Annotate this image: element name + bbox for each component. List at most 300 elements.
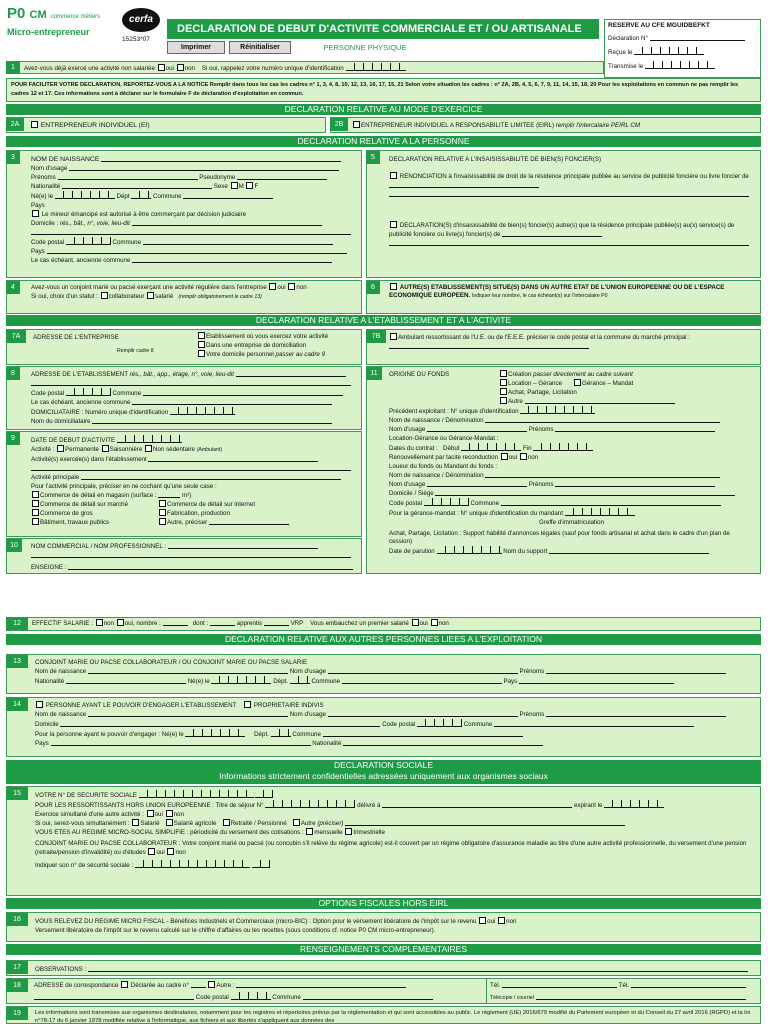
s1-non-checkbox[interactable]: [177, 64, 184, 71]
s3-pays2-field[interactable]: [47, 247, 347, 254]
s4-collab-checkbox[interactable]: [101, 292, 108, 299]
s2a-row: [30, 121, 150, 130]
s4-salarie-label: salarié: [155, 293, 174, 300]
s14-p2-label: PROPRIETAIRE INDIVIS: [253, 702, 324, 709]
band-autres: DECLARATION RELATIVE AUX AUTRES PERSONNES LIEES A L'EXPLOITATION: [6, 634, 761, 645]
s5-decl-checkbox[interactable]: [390, 221, 397, 228]
s15-delivre-label: délivré à: [357, 802, 381, 809]
section-13-num: 13: [6, 655, 28, 668]
s7a-o1-checkbox[interactable]: [198, 332, 205, 339]
s15-conj-secu-field[interactable]: [135, 860, 250, 868]
s12-vrp-label: VRP: [290, 620, 304, 627]
section-1-num: 1: [6, 61, 20, 74]
band-sociale-sub: Informations strictement confidentielles adressées uniquement aux organismes sociaux: [219, 771, 548, 781]
s12-dont-label: dont :: [192, 620, 209, 627]
s15-trimestrielle-label: trimestrielle: [353, 829, 385, 836]
s11-parution-field[interactable]: [437, 546, 502, 554]
s18-cp-label: Code postal: [195, 994, 229, 1001]
s4-non-checkbox[interactable]: [288, 283, 295, 290]
s4-question: Avez-vous un conjoint marié ou pacsé exerçant une activité régulière dans l'entreprise: [31, 284, 267, 291]
s9-exercees-label: Activité(s) exercée(s) dans l'établissement: [31, 456, 147, 463]
s2a-label: ENTREPRENEUR INDIVIDUEL (EI): [40, 122, 150, 129]
s11-o3-label: Gérance – Mandat: [582, 380, 634, 387]
s9-c4-checkbox[interactable]: [32, 518, 39, 525]
s13-prenoms-label: Prénoms: [519, 668, 545, 675]
s11-fin-field[interactable]: [533, 443, 593, 451]
s3-f-label: F: [254, 183, 259, 190]
s12-nombre-field[interactable]: [163, 619, 188, 626]
s9-c6-checkbox[interactable]: [159, 509, 166, 516]
s14-cp-field[interactable]: [417, 719, 462, 727]
s11-parution-label: Date de parution: [389, 548, 435, 555]
s11-support-field[interactable]: [549, 547, 709, 554]
s8-nomdomic-label: Nom du domiciliataire: [31, 418, 91, 425]
s10-nom-field[interactable]: [168, 542, 318, 549]
s11-loueur-label: Loueur du fonds ou Mandant du fonds :: [389, 463, 498, 470]
s1-question: Avez-vous déjà exercé une activité non salariée: [24, 65, 155, 72]
s14-usage-field[interactable]: [328, 710, 518, 717]
s12-premier-non-checkbox[interactable]: [431, 619, 438, 626]
section-19-num: 19: [6, 1007, 28, 1020]
s14-prenoms-field[interactable]: [546, 710, 726, 717]
s18-cp-field[interactable]: [231, 992, 271, 1000]
s9-c7-field[interactable]: [209, 518, 289, 525]
s15-ex-non-checkbox[interactable]: [166, 810, 173, 817]
section-4: [6, 280, 362, 314]
s19-text: Les informations sont transmises aux organismes destinataires, notamment pour les registres et répertoires prévus par la réglementation et qui sont accessibles au public. Le règlement (UE) 2016/679 modifié du Parlement européen et du Conseil du 27 avril 2016 (RGPD) et la loi n°78-17 du 6 janvier 1978 modifiée relative à l'informatique, aux fichiers et aux libertés s'appliquent aux données des: [35, 1010, 750, 1024]
cm-text: CM: [29, 9, 47, 21]
reserve-decl-field[interactable]: [650, 34, 745, 41]
s15-retraite-label: Retraité / Pensionné: [230, 820, 287, 827]
s18-declaree-checkbox[interactable]: [121, 981, 128, 988]
s7a-o3-label: Votre domicile personnel: [206, 351, 274, 358]
s10-enseigne-label: ENSEIGNE :: [31, 564, 67, 571]
s11-prec-field[interactable]: [520, 406, 595, 414]
s3-m-label: M: [238, 183, 244, 190]
s5-decl-label: DECLARATION(S) d'insaisissabilité de bien(s) foncier(s) autre(s) que la résidence principale publiée(s) au(x) service(s) de publicité foncière ou livre(s) foncier(s) de: [389, 222, 735, 238]
s15-ex-non-label: non: [173, 811, 184, 818]
s10-title: NOM COMMERCIAL / NOM PROFESSIONNEL :: [31, 543, 166, 550]
section-9-num: 9: [6, 432, 20, 445]
s6-checkbox[interactable]: [390, 283, 397, 290]
s13-nat-field[interactable]: [66, 677, 186, 684]
reserve-trans-label: Transmise le: [608, 63, 644, 70]
s13-pays-field[interactable]: [519, 677, 674, 684]
s12-vrp-field[interactable]: [264, 619, 289, 626]
s3-domicile-field2[interactable]: [31, 228, 351, 235]
s15-autre-checkbox[interactable]: [293, 819, 300, 826]
s7b-text: Ambulant ressortissant de l'U.E. ou de l'E.E.E. préciser le code postal et la commune du marché principal :: [398, 334, 690, 341]
section-10-num: 10: [6, 539, 22, 552]
s11-title: ORIGINE DU FONDS: [389, 371, 450, 378]
s9-permanente-checkbox[interactable]: [57, 445, 64, 452]
s9-nonsed-checkbox[interactable]: [145, 445, 152, 452]
s15-autre-label: Autre: [300, 820, 316, 827]
s18-row2: [34, 992, 433, 1002]
s8-cp-field[interactable]: [66, 388, 111, 396]
s14-p2-checkbox[interactable]: [244, 701, 251, 708]
s18-tel-field[interactable]: [502, 981, 617, 988]
s18-fax-label: Télécopie / courriel: [490, 995, 534, 1001]
s11-nom2-label: Nom de naissance / Dénomination: [389, 472, 484, 479]
s3-domicile-field[interactable]: [132, 219, 322, 226]
s13-commune-label: Commune: [311, 678, 341, 685]
section-5: [366, 150, 761, 278]
s14-p1-label: PERSONNE AYANT LE POUVOIR D'ENGAGER L'ETABLISSEMENT: [45, 702, 237, 709]
s15-secu-key[interactable]: [255, 790, 273, 798]
s12-non-label: non: [103, 620, 114, 627]
s14-nom-label: Nom de naissance: [35, 711, 87, 718]
s15-conj-non-checkbox[interactable]: [167, 848, 174, 855]
s5-renonciation-label: RENONCIATION à l'insaisissabilité de droit de la résidence principale publiée au service de publicité foncière ou livre foncier de: [399, 173, 749, 180]
s9-c3-checkbox[interactable]: [32, 509, 39, 516]
s3-mineur-label: Le mineur émancipé est autorisé à être commerçant par décision judiciaire: [41, 211, 247, 218]
reserve-recu-field[interactable]: [634, 47, 704, 55]
s15-indiquer-label: Indiquer son n° de sécurité sociale :: [35, 862, 134, 869]
s3-mineur-checkbox[interactable]: [32, 210, 39, 217]
section-17-num: 17: [6, 961, 28, 974]
band-sociale-title: DECLARATION SOCIALE: [333, 760, 434, 770]
s11-o5-field[interactable]: [525, 397, 675, 404]
s14-dept-field[interactable]: [271, 729, 291, 737]
s11-greffe-label: Greffe d'immatriculation: [539, 519, 605, 526]
s11-cp-label: Code postal: [389, 500, 423, 507]
s7a-options: [197, 332, 328, 359]
s14-cp-label: Code postal: [382, 721, 416, 728]
s2b-checkbox[interactable]: [353, 121, 360, 128]
s3-nat-label: Nationalité: [31, 183, 61, 190]
s18-autre-field[interactable]: [236, 981, 406, 988]
s11-nom-label: Nom de naissance / Dénomination: [389, 417, 484, 424]
s3-ne-field[interactable]: [55, 191, 115, 199]
s7b-checkbox[interactable]: [390, 333, 397, 340]
s14-prenoms-label: Prénoms: [519, 711, 545, 718]
s16-oui-checkbox[interactable]: [479, 917, 486, 924]
s16-non-label: non: [506, 918, 517, 925]
s14-nat-field[interactable]: [343, 739, 543, 746]
s14-p1-checkbox[interactable]: [36, 701, 43, 708]
s17-text: OBSERVATIONS :: [35, 966, 87, 973]
s15-agricole-checkbox[interactable]: [166, 819, 173, 826]
s5-decl-field2[interactable]: [389, 239, 749, 246]
s18-declaree-field[interactable]: [191, 981, 206, 988]
section-16: [6, 912, 761, 942]
s3-m-checkbox[interactable]: [231, 182, 238, 189]
s15-mensuelle-checkbox[interactable]: [306, 828, 313, 835]
s8-commune-field[interactable]: [143, 389, 343, 396]
s15-salarie-checkbox[interactable]: [132, 819, 139, 826]
s18-row1: [34, 981, 406, 990]
s14-nom-field[interactable]: [88, 710, 288, 717]
s11-commune-field[interactable]: [501, 499, 721, 506]
s17-field[interactable]: [88, 965, 748, 972]
s9-m2-label: m²): [182, 492, 192, 499]
s8-commune-label: Commune: [112, 390, 142, 397]
s7a-remplir-text: Remplir cadre 8: [117, 348, 154, 354]
s14-pays-field[interactable]: [51, 739, 311, 746]
s13-ne-field[interactable]: [211, 676, 271, 684]
s3-pseudo-label: Pseudonyme: [199, 174, 236, 181]
print-button[interactable]: Imprimer: [167, 41, 225, 54]
s13-nom-label: Nom de naissance: [35, 668, 87, 675]
s11-o3-checkbox[interactable]: [574, 379, 581, 386]
s18-commune-field[interactable]: [303, 993, 433, 1000]
s15-expire-label: expirant le: [573, 802, 603, 809]
s1-oui-checkbox[interactable]: [158, 64, 165, 71]
s18-declaree-label: Déclarée au cadre n°: [130, 982, 189, 989]
s15-trimestrielle-checkbox[interactable]: [345, 828, 352, 835]
s11-support-label: Nom du support: [503, 548, 548, 555]
s3-nat-field[interactable]: [62, 182, 212, 189]
s8-ancienne-field[interactable]: [132, 398, 332, 405]
s11-o4-checkbox[interactable]: [500, 388, 507, 395]
s3-prenoms-label: Prénoms: [31, 174, 56, 181]
s9-c5-checkbox[interactable]: [159, 500, 166, 507]
s11-debut-field[interactable]: [461, 443, 521, 451]
s3-f-checkbox[interactable]: [246, 182, 253, 189]
s12-premier-oui-label: oui: [419, 620, 428, 627]
s8-hint: rés., bât., app., étage, n°, voie, lieu-dit: [129, 371, 234, 378]
reserve-recu-label: Reçue le: [608, 49, 633, 56]
section-6-num: 6: [366, 281, 380, 294]
s18-tel2-field[interactable]: [631, 981, 746, 988]
reserve-box: [604, 19, 761, 78]
s12-premier-non-label: non: [438, 620, 449, 627]
s5-decl-field[interactable]: [502, 230, 602, 237]
section-4-num: 4: [6, 281, 20, 294]
s15-hors-label: POUR LES RESSORTISSANTS HORS UNION EUROPEENNE : Titre de séjour N°: [35, 802, 264, 809]
section-6: [366, 280, 761, 314]
s6-hint: Indiquer leur nombre, le cas échéant(s) sur l'intercalaire P0: [471, 293, 608, 299]
s18-tel-row: [490, 981, 746, 990]
s12-apprentis-label: apprentis: [236, 620, 263, 627]
s3-ancienne-field[interactable]: [132, 256, 332, 263]
notice-box: [6, 78, 761, 102]
section-15: [6, 786, 761, 896]
s9-principale-field[interactable]: [81, 473, 341, 480]
s9-c1-checkbox[interactable]: [32, 491, 39, 498]
s15-conj-secu-key[interactable]: [252, 860, 270, 868]
s8-domic-field[interactable]: [170, 407, 235, 415]
section-16-num: 16: [6, 913, 28, 926]
s13-dept-field[interactable]: [290, 676, 310, 684]
reserve-trans-field[interactable]: [645, 61, 715, 69]
s7a-o1-label: Etablissement où vous exercez votre activité: [206, 333, 329, 340]
s15-expire-field[interactable]: [604, 800, 664, 808]
s9-permanente-label: Permanente: [65, 446, 99, 453]
s9-exercees-field[interactable]: [148, 455, 318, 462]
s11-nom2-field[interactable]: [485, 471, 720, 478]
s9-c2-checkbox[interactable]: [32, 500, 39, 507]
s9-c7-checkbox[interactable]: [159, 518, 166, 525]
s2b-row: [352, 121, 640, 130]
s9-c7-label: Autre, préciser: [167, 519, 208, 526]
s8-address-field[interactable]: [236, 370, 346, 377]
s1-sioui-label: Si oui, rappelez votre numéro unique d'identification: [201, 65, 344, 72]
s15-secu-field[interactable]: [139, 790, 254, 798]
s14-commune-field[interactable]: [494, 720, 694, 727]
s5-renonciation-field2[interactable]: [389, 190, 749, 197]
s15-retraite-checkbox[interactable]: [223, 819, 230, 826]
s11-gerance-field[interactable]: [565, 508, 635, 516]
s9-ambulant: (Ambulant): [196, 447, 223, 453]
s11-usage-field[interactable]: [427, 425, 527, 432]
s11-renouv-oui-checkbox[interactable]: [501, 453, 508, 460]
s11-dates-label: Dates du contrat :: [389, 445, 438, 452]
band-fiscales: OPTIONS FISCALES HORS EIRL: [6, 898, 761, 909]
s9-exercees-field2[interactable]: [31, 464, 351, 471]
s14-domicile-field[interactable]: [60, 720, 380, 727]
s11-usage-label: Nom d'usage: [389, 426, 426, 433]
s2b-extra: remplir l'intercalaire PEIRL CM: [555, 122, 641, 129]
s10-nom-field2[interactable]: [31, 551, 351, 558]
s2a-checkbox[interactable]: [31, 121, 38, 128]
s13-nat-label: Nationalité: [35, 678, 65, 685]
s9-saisonniere-checkbox[interactable]: [102, 445, 109, 452]
s11-o2-checkbox[interactable]: [500, 379, 507, 386]
s11-renouv-non-checkbox[interactable]: [520, 453, 527, 460]
s4-salarie-checkbox[interactable]: [147, 292, 154, 299]
s11-o5-checkbox[interactable]: [500, 397, 507, 404]
s11-domsiege-field[interactable]: [435, 489, 735, 496]
s11-achat-label: Achat, Partage, Licitation : Support habilité d'annonces légales (sauf pour fonds artisanal et achat dans le cadre d'un plan de cession): [389, 530, 730, 545]
s4-note: (remplir obligatoirement le cadre 13): [178, 294, 262, 300]
section-3: [6, 150, 362, 278]
s13-ne-label: Né(e) le: [187, 678, 210, 685]
s3-dept-field[interactable]: [131, 191, 151, 199]
s11-o1-label: Création: [508, 371, 532, 378]
s11-fin-label: Fin: [523, 445, 532, 452]
reset-button[interactable]: Réinitialiser: [229, 41, 291, 54]
s3-pays-label: Pays: [31, 202, 45, 209]
person-type: PERSONNE PHYSIQUE: [323, 43, 407, 52]
s16-text2: Versement libératoire de l'impôt sur le revenu calculé sur le chiffre d'affaires ou les recettes (sous conditions cf. notice P0 CM micro-entrepreneur).: [35, 927, 436, 934]
s16-non-checkbox[interactable]: [498, 917, 505, 924]
s11-usage2-field[interactable]: [427, 480, 527, 487]
s7a-o2-checkbox[interactable]: [198, 341, 205, 348]
s14-pouvoir-field[interactable]: [185, 729, 245, 737]
s5-renonciation-checkbox[interactable]: [390, 172, 397, 179]
section-10: [6, 538, 362, 574]
s9-activite-label: Activité :: [31, 446, 55, 453]
s3-usage-label: Nom d'usage: [31, 165, 68, 172]
s12-oui-checkbox[interactable]: [117, 619, 124, 626]
s7a-o3-checkbox[interactable]: [198, 350, 205, 357]
s18-fax-field[interactable]: [536, 993, 746, 1000]
s14-commune2-field[interactable]: [323, 730, 523, 737]
s3-usage-field[interactable]: [69, 164, 339, 171]
s11-o2-label: Location – Gérance: [508, 380, 563, 387]
s15-ex-oui-checkbox[interactable]: [147, 810, 154, 817]
s15-conjoint-label: CONJOINT MARIE OU PACSE COLLABORATEUR : Votre conjoint marié ou pacsé (ou concubin s'il relève du régime agricole) est-il couvert par un régime obligatoire d'assurance maladie au titre d'une autre activité professionnelle, du versement d'une pension (retraite/pension d'invalidité) ou d'études: [35, 840, 747, 856]
s15-conj-oui-checkbox[interactable]: [148, 848, 155, 855]
s9-pour-label: Pour l'activité principale, préciser en ne cochant qu'une seule case :: [31, 483, 217, 490]
s12-row: [32, 619, 449, 628]
s18-autre-checkbox[interactable]: [208, 981, 215, 988]
s7a-title: ADRESSE DE L'ENTREPRISE: [33, 334, 119, 341]
s4-oui-checkbox[interactable]: [269, 283, 276, 290]
s11-renouv-label: Renouvellement par tacite reconduction: [389, 454, 499, 461]
band-personne: DECLARATION RELATIVE A LA PERSONNE: [6, 136, 761, 147]
s9-date-field[interactable]: [117, 435, 182, 443]
s11-gerance-label: Pour la gérance-mandat : N° unique d'identification du mandant: [389, 510, 563, 517]
section-17: [6, 960, 761, 976]
s8-address-field2[interactable]: [31, 379, 351, 386]
s15-delivre-field[interactable]: [382, 801, 572, 808]
s6-text: AUTRE(S) ETABLISSEMENT(S) SITUE(S) DANS UN AUTRE ETAT DE L'UNION EUROPEENNE OU DE L'ESPACE ECONOMIQUE EUROPEEN.: [389, 284, 725, 299]
s15-conj-oui-label: oui: [156, 849, 165, 856]
s11-prenoms-field[interactable]: [555, 425, 715, 432]
s11-o1-checkbox[interactable]: [500, 370, 507, 377]
s18-commune-label: Commune: [272, 994, 301, 1001]
s8-nomdomic-field[interactable]: [92, 417, 332, 424]
s5-title: DECLARATION RELATIVE A L'INSAISISSABILITE DE BIEN(S) FONCIER(S): [389, 156, 602, 163]
s7a-o3b: passer au cadre 9: [275, 351, 326, 358]
s10-enseigne-field[interactable]: [68, 563, 353, 570]
s15-titre-field[interactable]: [265, 800, 355, 808]
s15-serez-label: Si oui, serez-vous simultanément :: [35, 820, 130, 827]
s3-prenoms-field[interactable]: [58, 173, 198, 180]
s3-domicile-label: Domicile :: [31, 220, 59, 227]
s11-cp-field[interactable]: [424, 498, 469, 506]
s13-nom-field[interactable]: [88, 667, 288, 674]
s7b-field[interactable]: [389, 342, 589, 349]
s11-prenoms2-field[interactable]: [555, 480, 715, 487]
s15-micro-label: VOUS ETES AU REGIME MICRO-SOCIAL SIMPLIFIE : périodicité du versement des cotisations :: [35, 829, 304, 836]
s3-pseudo-field[interactable]: [237, 173, 327, 180]
s9-c6-label: Fabrication, production: [167, 510, 230, 517]
section-19: [6, 1006, 761, 1024]
s3-cp-field[interactable]: [66, 237, 111, 245]
s13-commune-field[interactable]: [342, 677, 502, 684]
s14-commune2-label: Commune: [292, 731, 321, 738]
s18-address-field[interactable]: [34, 993, 194, 1000]
s9-surface-field[interactable]: [158, 491, 180, 498]
s12-premier-oui-checkbox[interactable]: [412, 619, 419, 626]
s7a-remplir: [117, 346, 154, 356]
s3-nom-field[interactable]: [101, 155, 341, 162]
s5-renonciation-field[interactable]: [389, 181, 539, 188]
form-code: [7, 5, 100, 22]
section-7b: [366, 329, 761, 365]
s18-tel2-label: Tél.: [618, 982, 629, 989]
s13-usage-field[interactable]: [328, 667, 518, 674]
section-18-num: 18: [6, 979, 28, 992]
s1-row: [24, 63, 406, 73]
notice-text: POUR FACILITER VOTRE DECLARATION, REPORTEZ-VOUS A LA NOTICE Remplir dans tous les cas les cadres n° 1, 3, 4, 8, 10, 12, 13, 16, 17, 15, 21 Selon votre situation les cadres : n° 2A, 2B, 4, 5, 6, 7, 9, 11, 14, 15, 18, 20 Pour les exploitations en commun ne pas remplir les cadres 12 et 17. Ces informations sont à déclarer sur le formulaire F de déclaration d'exploitation en commun.: [11, 82, 739, 97]
commerce-text: commerce métiers: [50, 14, 101, 20]
s15-autre-field[interactable]: [345, 819, 625, 826]
band-complement: RENSEIGNEMENTS COMPLEMENTAIRES: [6, 944, 761, 955]
s3-commune-field[interactable]: [183, 192, 273, 199]
s11-commune-label: Commune: [470, 500, 500, 507]
s12-non-checkbox[interactable]: [96, 619, 103, 626]
s11-loc-label: Location-Gérance ou Gérance-Mandat :: [389, 435, 499, 442]
section-7b-num: 7B: [366, 330, 386, 343]
section-8-num: 8: [6, 367, 20, 380]
s11-nom-field[interactable]: [485, 416, 720, 423]
s3-commune2-field[interactable]: [143, 238, 333, 245]
s12-apprentis-field[interactable]: [210, 619, 235, 626]
s1-siren-field[interactable]: [346, 63, 406, 71]
s3-commune2-label: Commune: [112, 239, 142, 246]
s18-autre-label: Autre :: [216, 982, 235, 989]
form-title: DECLARATION DE DEBUT D'ACTIVITE COMMERCIALE ET / OU ARTISANALE: [177, 23, 582, 35]
reserve-title: RESERVE AU CFE MGUIDBEFKT: [608, 22, 710, 29]
s13-prenoms-field[interactable]: [546, 667, 726, 674]
s11-o5-label: Autre: [508, 398, 523, 405]
s3-dept-label: Dépt: [116, 193, 130, 200]
